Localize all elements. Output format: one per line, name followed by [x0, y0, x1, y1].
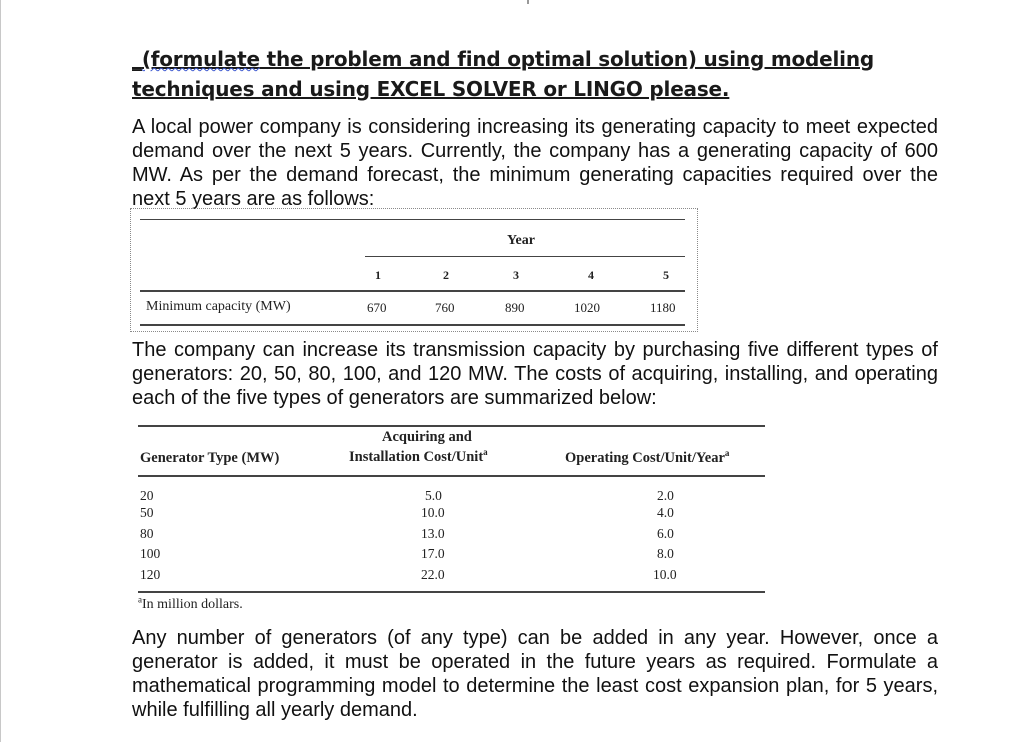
- spellcheck-word: (formulate: [141, 47, 260, 71]
- generator-type-value: 20: [140, 488, 154, 503]
- table-rule: [365, 256, 685, 257]
- generator-type-value: 80: [140, 526, 154, 541]
- footnote-marker: a: [138, 594, 142, 605]
- generator-type-value: 120: [140, 567, 161, 582]
- generator-type-value: 100: [140, 546, 161, 561]
- operating-cost-value: 10.0: [653, 567, 677, 582]
- footnote-marker: a: [483, 447, 488, 458]
- operating-cost-value: 8.0: [657, 546, 674, 561]
- year-label: 3: [513, 268, 519, 282]
- closing-paragraph: Any number of generators (of any type) can be added in any year. However, once a generator is added, it must be operated in the future years as required. Formulate a mathematical programming model to determine the least cost expansion plan, for 5 years, while fulfilling all yearly demand.: [132, 627, 938, 721]
- acquisition-cost-value: 5.0: [425, 488, 442, 503]
- acquisition-header-line1: Acquiring and: [382, 429, 472, 445]
- acquisition-cost-value: 13.0: [421, 526, 445, 541]
- year-label: 2: [443, 268, 449, 282]
- footnote-marker: a: [724, 448, 730, 459]
- table-rule: [138, 425, 765, 427]
- generator-type-header: Generator Type (MW): [140, 450, 280, 466]
- generator-type-value: 50: [140, 505, 154, 520]
- acquisition-header-line2: Installation Cost/Unit: [349, 449, 484, 465]
- year-header: Year: [507, 233, 535, 248]
- year-label: 1: [375, 268, 381, 282]
- page-top-mark: [527, 0, 529, 4]
- heading-line1: the problem and find optimal solution) using modeling: [259, 47, 874, 71]
- table-footnote: [138, 594, 243, 613]
- question-heading: [132, 44, 912, 104]
- operating-cost-value: 4.0: [657, 505, 674, 520]
- min-capacity-value: 890: [505, 300, 525, 315]
- acquisition-cost-value: 17.0: [421, 546, 445, 561]
- min-capacity-value: 760: [435, 300, 455, 315]
- min-capacity-value: 1180: [650, 300, 676, 315]
- generators-paragraph: The company can increase its transmission capacity by purchasing five different types of generators: 20, 50, 80, 100, and 120 MW. The costs of acquiring, installing, and operating each of the five types of generators are summarized below:: [132, 339, 938, 409]
- heading-leading-underscore: _: [132, 47, 142, 71]
- page-left-border: [0, 0, 1, 742]
- min-capacity-value: 1020: [574, 300, 600, 315]
- operating-cost-header: Operating Cost/Unit/Year: [565, 450, 725, 466]
- min-capacity-value: 670: [367, 300, 387, 315]
- year-label: 4: [588, 268, 594, 282]
- operating-cost-value: 2.0: [657, 488, 674, 503]
- year-label: 5: [663, 268, 669, 282]
- table-rule: [138, 591, 765, 593]
- acquisition-cost-value: 22.0: [421, 567, 445, 582]
- acquisition-cost-value: 10.0: [421, 505, 445, 520]
- heading-line2: techniques and using EXCEL SOLVER or LINGO please.: [132, 77, 730, 101]
- table-rule: [138, 475, 765, 477]
- table-rule: [140, 324, 685, 326]
- footnote-text: In million dollars.: [142, 597, 243, 612]
- intro-paragraph: A local power company is considering increasing its generating capacity to meet expected demand over the next 5 years. Currently, the company has a generating capacity of 600 MW. As per the demand forecast, the minimum generating capacities required over the next 5 years are as follows:: [132, 116, 938, 210]
- table-rule: [140, 219, 685, 220]
- table-rule: [140, 290, 685, 292]
- min-capacity-label: Minimum capacity (MW): [146, 299, 291, 314]
- operating-cost-value: 6.0: [657, 526, 674, 541]
